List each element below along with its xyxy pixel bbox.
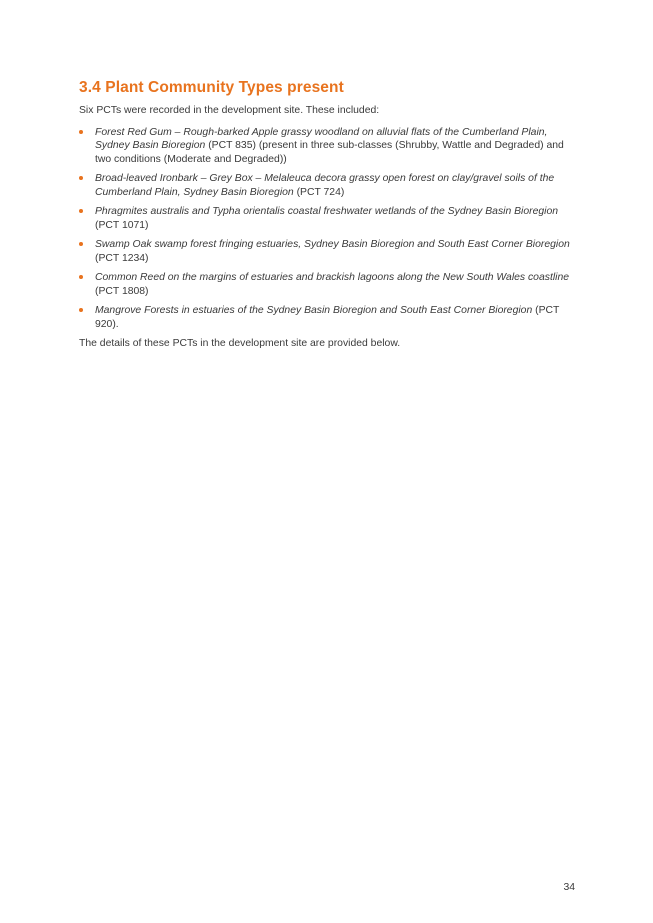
pct-detail: (PCT 1808) xyxy=(95,285,149,297)
pct-name: Swamp Oak swamp forest fringing estuaries, Sydney Basin Bioregion and South East Corner Bioregion xyxy=(95,239,570,250)
pct-name: Broad-leaved Ironbark – Grey Box – Melaleuca decora grassy open forest on clay/gravel soils of the Cumberland Plain, Sydney Basin Bioregion xyxy=(95,173,555,198)
pct-name: Common Reed on the margins of estuaries and brackish lagoons along the New South Wales coastline xyxy=(95,272,570,283)
list-item xyxy=(79,238,577,265)
pct-name: Phragmites australis and Typha orientalis coastal freshwater wetlands of the Sydney Basin Bioregion xyxy=(95,206,559,217)
pct-list xyxy=(79,126,577,332)
bullet-icon xyxy=(79,275,83,279)
intro-paragraph: Six PCTs were recorded in the development site. These included: xyxy=(79,105,380,116)
page-content xyxy=(79,78,577,351)
pct-detail: (PCT 920). xyxy=(95,305,560,330)
list-item xyxy=(79,304,577,331)
list-item xyxy=(79,271,577,298)
outro-paragraph: The details of these PCTs in the development site are provided below. xyxy=(79,338,401,349)
bullet-icon xyxy=(79,242,83,246)
list-item xyxy=(79,126,577,167)
pct-name: Mangrove Forests in estuaries of the Sydney Basin Bioregion and South East Corner Bioregion xyxy=(95,305,533,316)
bullet-icon xyxy=(79,308,83,312)
list-item xyxy=(79,172,577,199)
bullet-icon xyxy=(79,209,83,213)
bullet-icon xyxy=(79,176,83,180)
page-number: 34 xyxy=(563,882,575,893)
pct-detail: (PCT 835) (present in three sub-classes (Shrubby, Wattle and Degraded) and two conditions (Moderate and Degraded)) xyxy=(95,140,564,165)
list-item xyxy=(79,205,577,232)
section-heading: 3.4 Plant Community Types present xyxy=(79,79,344,96)
bullet-icon xyxy=(79,130,83,134)
pct-name: Forest Red Gum – Rough-barked Apple grassy woodland on alluvial flats of the Cumberland Plain, Sydney Basin Bioregion xyxy=(95,126,548,151)
pct-detail: (PCT 1234) xyxy=(95,252,149,264)
pct-detail: (PCT 1071) xyxy=(95,219,149,231)
pct-detail: (PCT 724) xyxy=(293,186,345,198)
